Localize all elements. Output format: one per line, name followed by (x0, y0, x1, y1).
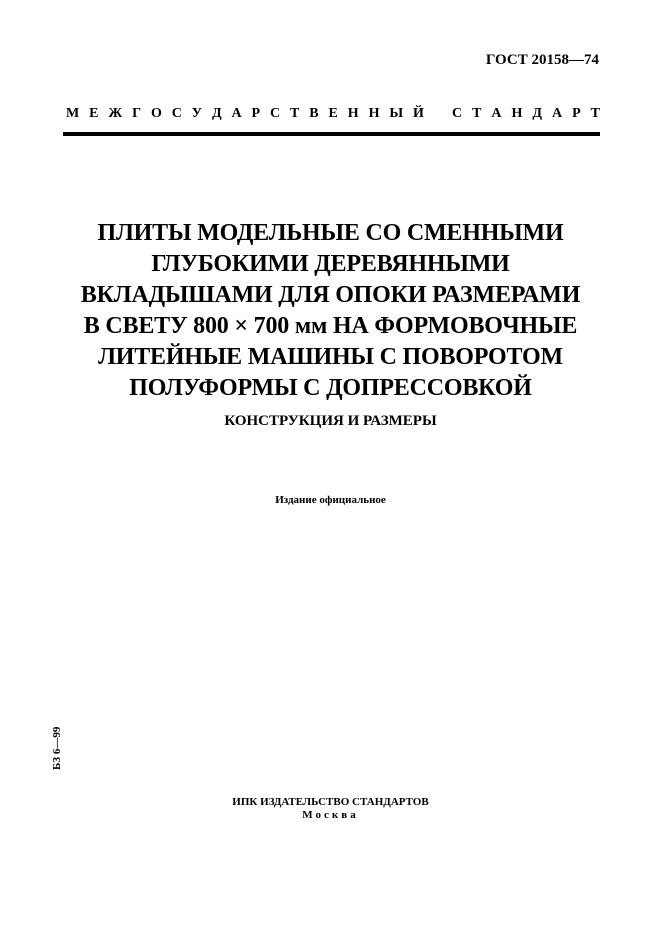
title-line-6: ПОЛУФОРМЫ С ДОПРЕССОВКОЙ (129, 375, 532, 401)
category-letter: Ж (108, 106, 123, 121)
category-letter: Е (89, 106, 99, 121)
category-letter: Р (572, 106, 581, 121)
publisher-city: Москва (302, 809, 359, 821)
category-letter: Н (511, 106, 523, 121)
title-line-4: В СВЕТУ 800 × 700 мм НА ФОРМОВОЧНЫЕ (83, 313, 578, 339)
category-letter: Н (347, 106, 359, 121)
document-title (40, 218, 621, 404)
category-letter: А (491, 106, 502, 121)
category-letter: Н (368, 106, 380, 121)
standard-category (66, 106, 600, 122)
gost-number: ГОСТ 20158—74 (485, 52, 599, 68)
category-letter: Р (251, 106, 261, 121)
title-line-1: ПЛИТЫ МОДЕЛЬНЫЕ СО СМЕННЫМИ (97, 220, 564, 246)
category-letter: Е (328, 106, 338, 121)
title-line-5: ЛИТЕЙНЫЕ МАШИНЫ С ПОВОРОТОМ (98, 344, 563, 370)
category-letter: С (171, 106, 182, 121)
publisher-name: ИПК ИЗДАТЕЛЬСТВО СТАНДАРТОВ (232, 796, 429, 808)
title-line-3: ВКЛАДЫШАМИ ДЛЯ ОПОКИ РАЗМЕРАМИ (80, 282, 581, 308)
category-letter: Д (211, 106, 222, 121)
category-letter: А (551, 106, 563, 121)
category-letter: С (270, 106, 281, 121)
category-letter: Т (590, 106, 600, 121)
category-word-2 (452, 106, 600, 122)
category-letter: Г (132, 106, 142, 121)
title-line-2: ГЛУБОКИМИ ДЕРЕВЯННЫМИ (151, 251, 510, 277)
category-letter: Ы (389, 106, 404, 121)
category-letter: Т (472, 106, 482, 121)
category-letter: Й (413, 106, 424, 121)
header-rule (63, 132, 600, 136)
category-letter: Д (532, 106, 542, 121)
category-letter: У (191, 106, 203, 121)
side-code: БЗ 6—99 (51, 726, 63, 770)
document-subtitle: КОНСТРУКЦИЯ И РАЗМЕРЫ (224, 413, 437, 429)
category-letter: В (309, 106, 319, 121)
category-letter: С (452, 106, 463, 121)
category-letter: М (66, 106, 80, 121)
category-word-1 (66, 106, 424, 122)
category-letter: О (150, 106, 162, 121)
category-letter: Т (290, 106, 300, 121)
category-letter: А (231, 106, 242, 121)
edition-note: Издание официальное (275, 494, 386, 506)
